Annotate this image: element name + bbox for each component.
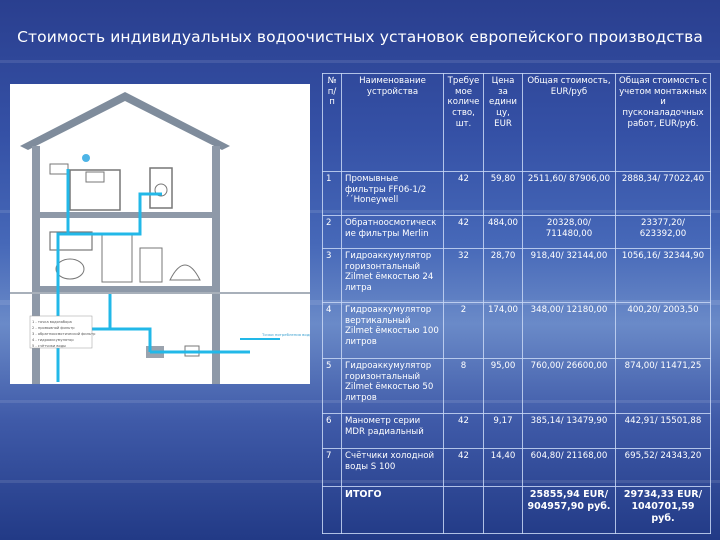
row-price: 484,00 (484, 216, 523, 249)
row-total-install: 695,52/ 24343,20 (616, 449, 711, 487)
total-sum: 25855,94 EUR/ 904957,90 руб. (523, 487, 616, 534)
row-total: 20328,00/ 711480,00 (523, 216, 616, 249)
row-qty: 42 (444, 172, 484, 216)
header-price: Цена за единицу, EUR (484, 74, 523, 172)
row-num: 6 (323, 414, 342, 449)
row-total: 604,80/ 21168,00 (523, 449, 616, 487)
house-plumbing-diagram (10, 84, 310, 384)
row-num: 4 (323, 303, 342, 359)
price-table (322, 73, 711, 534)
table-row (323, 249, 711, 303)
legend-item: 5 - счётчики воды (32, 344, 67, 348)
total-label: ИТОГО (342, 487, 444, 534)
row-name: Гидроаккумулятор горизонтальный Zilmet ёмкостью 50 литров (342, 359, 444, 414)
row-price: 95,00 (484, 359, 523, 414)
row-total-install: 400,20/ 2003,50 (616, 303, 711, 359)
total-sum-install: 29734,33 EUR/ 1040701,59 руб. (616, 487, 711, 534)
header-num: № п/п (323, 74, 342, 172)
row-total-install: 23377,20/ 623392,00 (616, 216, 711, 249)
row-name: Счётчики холодной воды S 100 (342, 449, 444, 487)
row-total: 918,40/ 32144,00 (523, 249, 616, 303)
row-name: Гидроаккумулятор горизонтальный Zilmet ёмкостью 24 литра (342, 249, 444, 303)
row-num: 5 (323, 359, 342, 414)
row-price: 174,00 (484, 303, 523, 359)
row-name: Гидроаккумулятор вертикальный Zilmet ёмкостью 100 литров (342, 303, 444, 359)
row-price: 59,80 (484, 172, 523, 216)
row-qty: 42 (444, 414, 484, 449)
row-qty: 42 (444, 216, 484, 249)
table-row (323, 303, 711, 359)
row-total: 348,00/ 12180,00 (523, 303, 616, 359)
row-num: 3 (323, 249, 342, 303)
row-name: Промывные фильтры FF06-1/2´´Honeywell (342, 172, 444, 216)
legend-item: 4 - гидроаккумулятор (32, 338, 74, 342)
row-total-install: 2888,34/ 77022,40 (616, 172, 711, 216)
row-price: 14,40 (484, 449, 523, 487)
header-total-install: Общая стоимость с учетом монтажных и пусконаладочных работ, EUR/руб. (616, 74, 711, 172)
row-num: 2 (323, 216, 342, 249)
legend-item: 3 - обратноосмотический фильтр (32, 332, 96, 336)
row-qty: 8 (444, 359, 484, 414)
row-num: 1 (323, 172, 342, 216)
header-qty: Требуемое количество, шт. (444, 74, 484, 172)
table-total-row (323, 487, 711, 534)
table-row (323, 172, 711, 216)
table-row (323, 359, 711, 414)
row-total-install: 1056,16/ 32344,90 (616, 249, 711, 303)
row-qty: 42 (444, 449, 484, 487)
row-total: 2511,60/ 87906,00 (523, 172, 616, 216)
row-total: 760,00/ 26600,00 (523, 359, 616, 414)
page-title: Стоимость индивидуальных водоочистных установок европейского производства (17, 28, 703, 46)
row-qty: 2 (444, 303, 484, 359)
legend-item: 1 - точка водозабора (32, 320, 72, 324)
row-qty: 32 (444, 249, 484, 303)
diagram-note: Точки потребления воды (262, 332, 310, 337)
row-num: 7 (323, 449, 342, 487)
row-price: 9,17 (484, 414, 523, 449)
row-total: 385,14/ 13479,90 (523, 414, 616, 449)
table-row (323, 449, 711, 487)
table-row (323, 414, 711, 449)
background-streak (0, 60, 720, 63)
header-name: Наименование устройства (342, 74, 444, 172)
header-total: Общая стоимость, EUR/руб (523, 74, 616, 172)
row-total-install: 874,00/ 11471,25 (616, 359, 711, 414)
row-total-install: 442,91/ 15501,88 (616, 414, 711, 449)
row-price: 28,70 (484, 249, 523, 303)
legend-item: 2 - промывной фильтр (32, 326, 75, 330)
row-name: Обратноосмотические фильтры Merlin (342, 216, 444, 249)
row-name: Манометр серии MDR радиальный (342, 414, 444, 449)
table-row (323, 216, 711, 249)
table-header-row (323, 74, 711, 172)
